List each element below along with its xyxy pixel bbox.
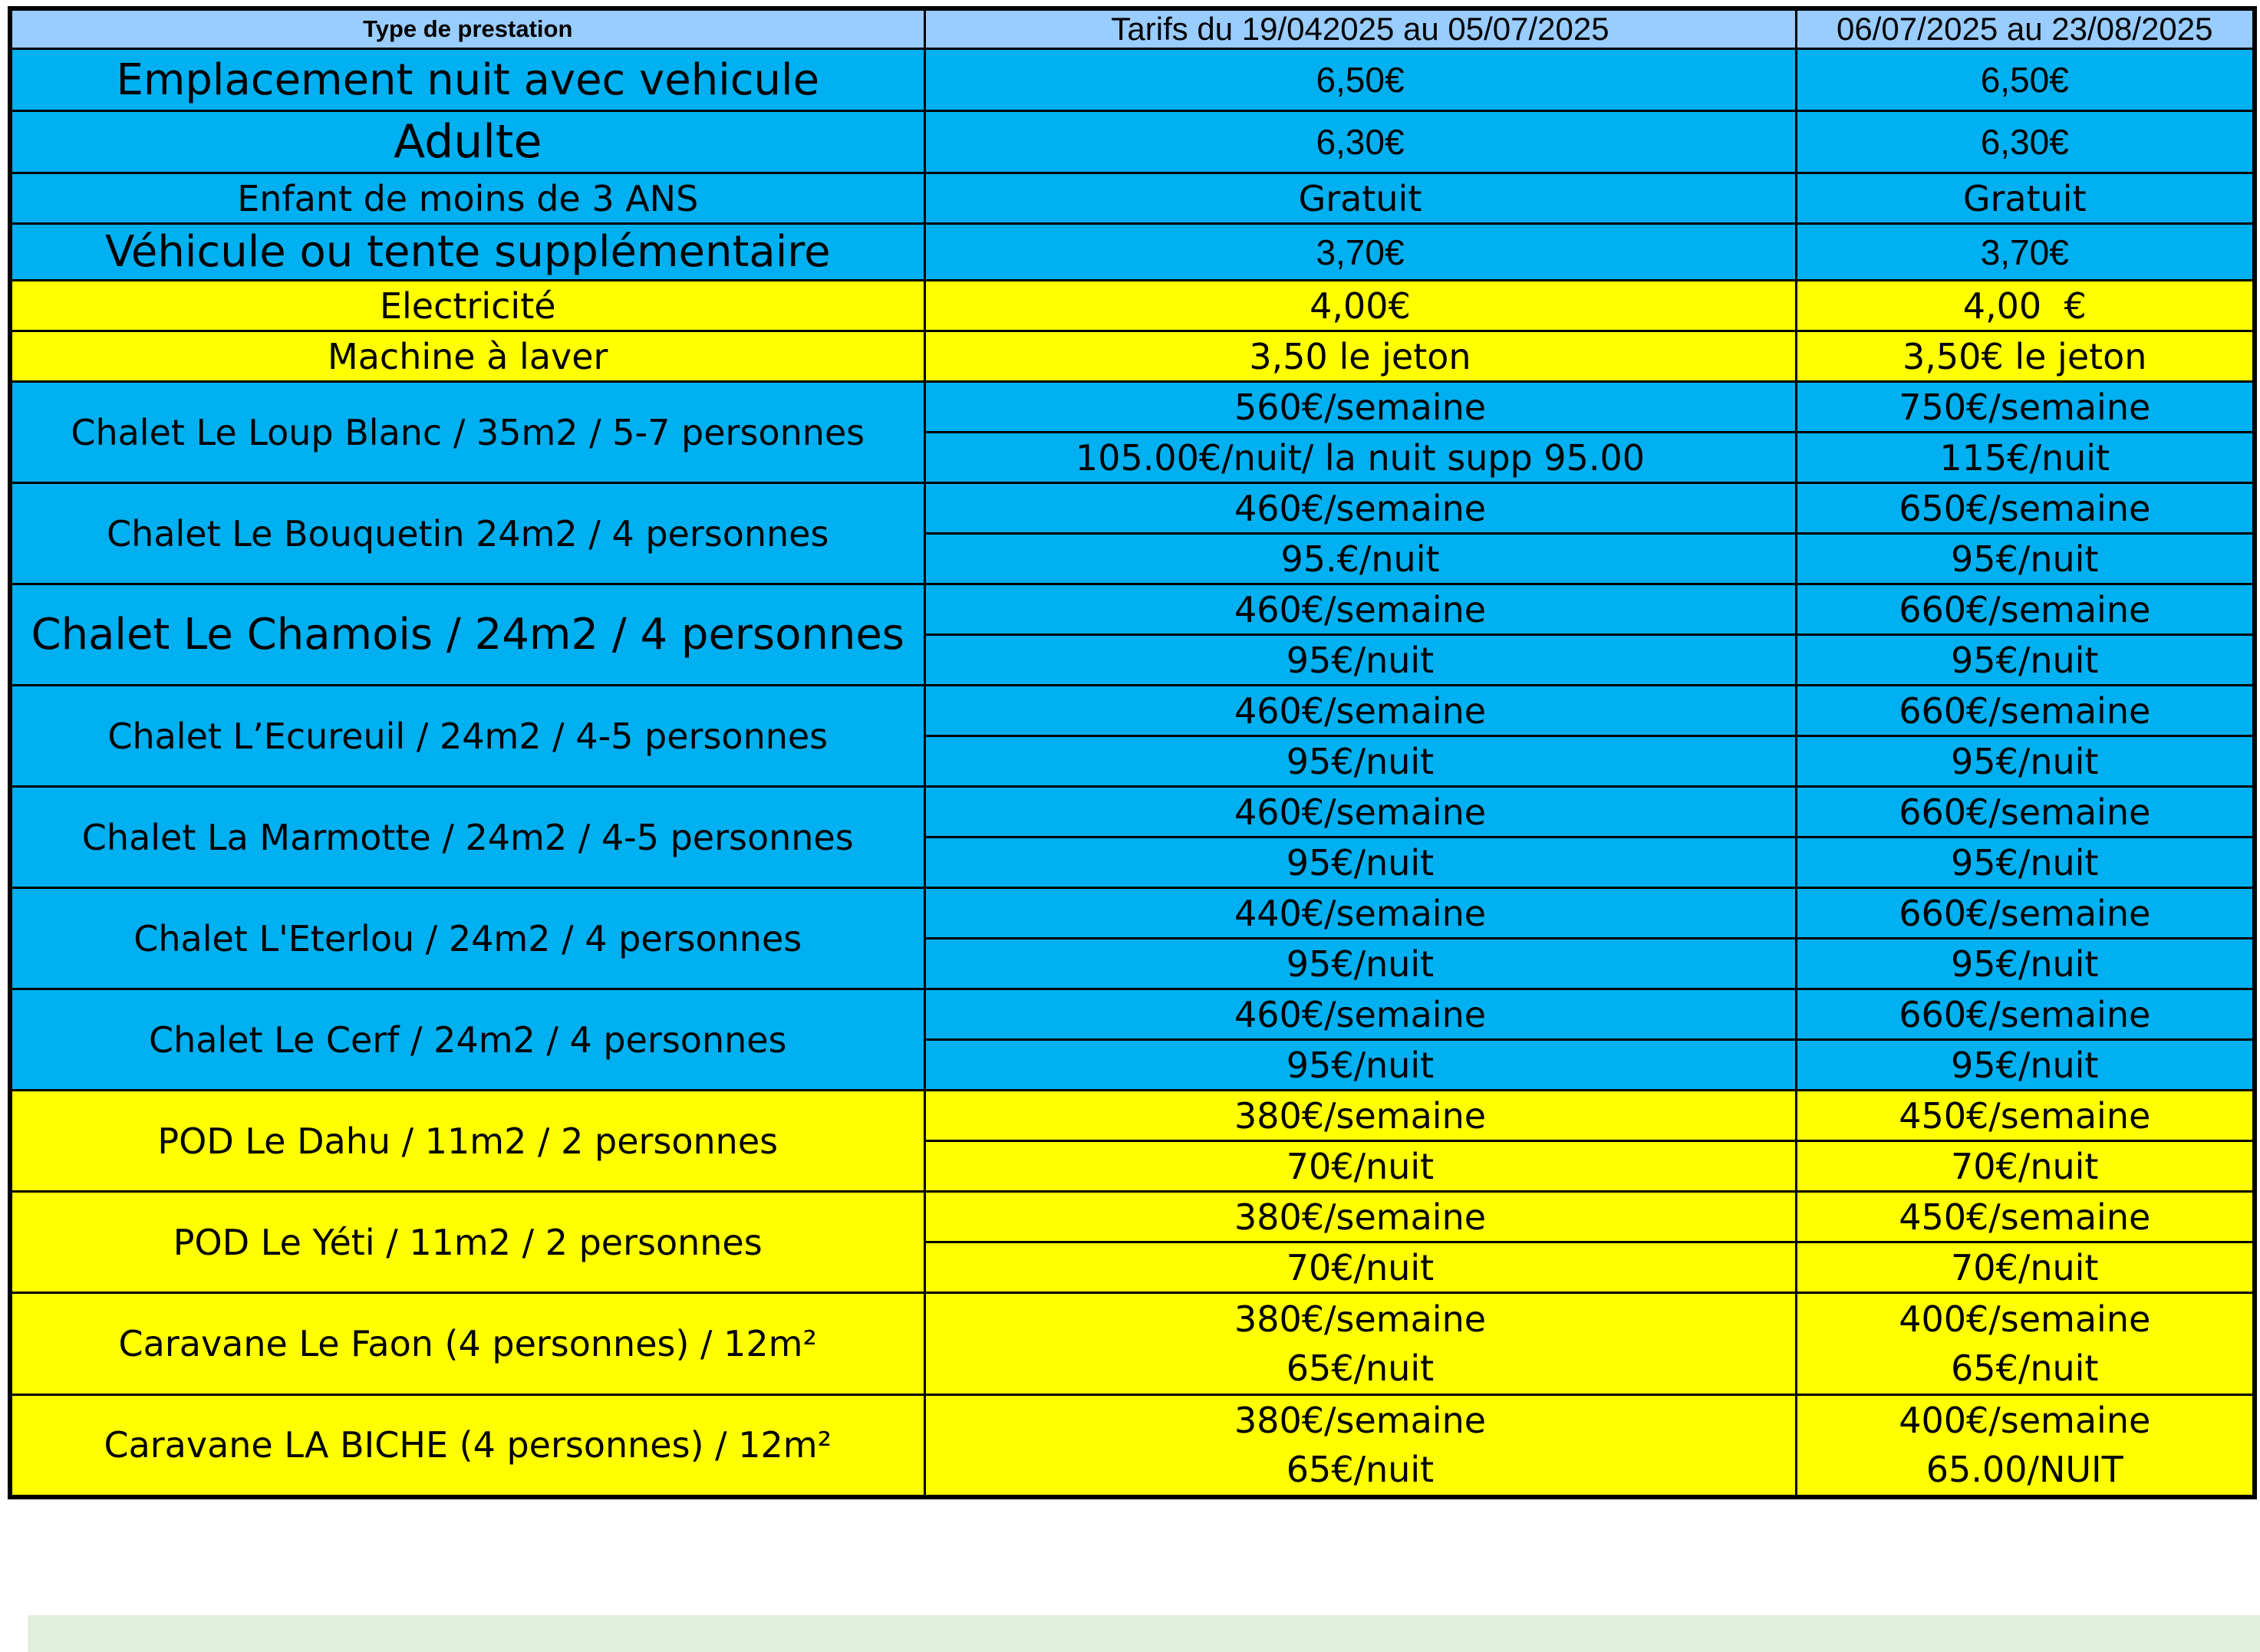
week-price: 380€/semaine [1234,1400,1487,1442]
row-enfant [10,173,2255,224]
night-price-period-2: 95€/nuit [1796,736,2255,787]
night-price-period-2: 95€/nuit [1796,838,2255,888]
unit-label: Chalet L'Eterlou / 24m2 / 4 personnes [10,888,924,989]
price-period-2: 3,70€ [1796,224,2255,281]
week-price: 400€/semaine [1899,1298,2151,1340]
price-table [8,6,2257,1499]
night-price-period-2: 95€/nuit [1796,534,2255,584]
price-period-1: 6,50€ [924,49,1796,111]
week-price-period-2: 450€/semaine [1796,1091,2255,1141]
row-machine-laver [10,331,2255,382]
row-electricite [10,281,2255,331]
footer-band [28,1615,2260,1652]
caravan-label: Caravane Le Faon (4 personnes) / 12m² [10,1293,924,1395]
caravan-row [10,1293,2255,1395]
row-label: Emplacement nuit avec vehicule [10,49,924,111]
week-price-period-1: 460€/semaine [924,787,1796,838]
caravan-row [10,1395,2255,1497]
night-price: 65€/nuit [1951,1348,2099,1389]
week-price-period-1: 440€/semaine [924,888,1796,939]
night-price-period-1: 95€/nuit [924,635,1796,686]
unit-row-week [10,483,2255,534]
unit-row-week [10,888,2255,939]
row-label: Adulte [10,111,924,173]
week-price-period-1: 460€/semaine [924,483,1796,534]
week-price-period-1: 460€/semaine [924,686,1796,736]
row-emplacement [10,49,2255,111]
week-price-period-2: 660€/semaine [1796,989,2255,1040]
row-vehicule-supp [10,224,2255,281]
row-label: Machine à laver [10,331,924,382]
unit-row-week [10,584,2255,635]
unit-row-week [10,989,2255,1040]
price-period-2: 4,00 € [1796,281,2255,331]
price-period-1: 3,70€ [924,224,1796,281]
unit-label: Chalet Le Bouquetin 24m2 / 4 personnes [10,483,924,584]
row-adulte [10,111,2255,173]
night-price-period-1: 95€/nuit [924,838,1796,888]
caravan-prices-period-1 [924,1395,1796,1497]
week-price-period-2: 750€/semaine [1796,382,2255,433]
night-price-period-1: 95.€/nuit [924,534,1796,584]
header-type: Type de prestation [10,8,924,49]
night-price: 65€/nuit [1286,1449,1435,1491]
unit-row-week [10,686,2255,736]
caravan-prices-period-2 [1796,1395,2255,1497]
price-period-1: 6,30€ [924,111,1796,173]
price-period-2: Gratuit [1796,173,2255,224]
week-price-period-2: 650€/semaine [1796,483,2255,534]
unit-row-week [10,382,2255,433]
night-price-period-2: 95€/nuit [1796,1040,2255,1091]
price-period-2: 3,50€ le jeton [1796,331,2255,382]
night-price-period-2: 95€/nuit [1796,635,2255,686]
week-price-period-1: 460€/semaine [924,989,1796,1040]
unit-label: Chalet Le Cerf / 24m2 / 4 personnes [10,989,924,1091]
night-price-period-1: 70€/nuit [924,1141,1796,1192]
price-period-2: 6,50€ [1796,49,2255,111]
unit-label: Chalet La Marmotte / 24m2 / 4-5 personnes [10,787,924,888]
row-label: Véhicule ou tente supplémentaire [10,224,924,281]
unit-label: Chalet Le Chamois / 24m2 / 4 personnes [10,584,924,686]
week-price-period-2: 660€/semaine [1796,888,2255,939]
price-period-2: 6,30€ [1796,111,2255,173]
night-price-period-1: 95€/nuit [924,1040,1796,1091]
week-price-period-1: 460€/semaine [924,584,1796,635]
night-price-period-2: 95€/nuit [1796,939,2255,989]
week-price: 380€/semaine [1234,1298,1487,1340]
week-price-period-2: 450€/semaine [1796,1192,2255,1242]
header-period-1: Tarifs du 19/042025 au 05/07/2025 [924,8,1796,49]
night-price-period-2: 70€/nuit [1796,1242,2255,1293]
night-price-period-2: 70€/nuit [1796,1141,2255,1192]
night-price-period-1: 70€/nuit [924,1242,1796,1293]
night-price: 65€/nuit [1286,1348,1435,1389]
unit-label: Chalet Le Loup Blanc / 35m2 / 5-7 personnes [10,382,924,483]
night-price-period-1: 95€/nuit [924,939,1796,989]
night-price-period-1: 95€/nuit [924,736,1796,787]
week-price-period-2: 660€/semaine [1796,686,2255,736]
week-price: 400€/semaine [1899,1400,2151,1442]
unit-label: Chalet L’Ecureuil / 24m2 / 4-5 personnes [10,686,924,787]
header-period-2: 06/07/2025 au 23/08/2025 [1796,8,2255,49]
caravan-prices-period-1 [924,1293,1796,1395]
unit-label: POD Le Yéti / 11m2 / 2 personnes [10,1192,924,1293]
week-price-period-1: 560€/semaine [924,382,1796,433]
price-period-1: 3,50 le jeton [924,331,1796,382]
night-price: 65.00/NUIT [1926,1449,2123,1491]
price-period-1: Gratuit [924,173,1796,224]
week-price-period-2: 660€/semaine [1796,584,2255,635]
week-price-period-1: 380€/semaine [924,1192,1796,1242]
row-label: Electricité [10,281,924,331]
unit-row-week [10,1091,2255,1141]
row-label: Enfant de moins de 3 ANS [10,173,924,224]
unit-label: POD Le Dahu / 11m2 / 2 personnes [10,1091,924,1192]
price-period-1: 4,00€ [924,281,1796,331]
unit-row-week [10,1192,2255,1242]
caravan-label: Caravane LA BICHE (4 personnes) / 12m² [10,1395,924,1497]
week-price-period-1: 380€/semaine [924,1091,1796,1141]
week-price-period-2: 660€/semaine [1796,787,2255,838]
unit-row-week [10,787,2255,838]
caravan-prices-period-2 [1796,1293,2255,1395]
night-price-period-2: 115€/nuit [1796,433,2255,483]
header-row [10,8,2255,49]
night-price-period-1: 105.00€/nuit/ la nuit supp 95.00 [924,433,1796,483]
